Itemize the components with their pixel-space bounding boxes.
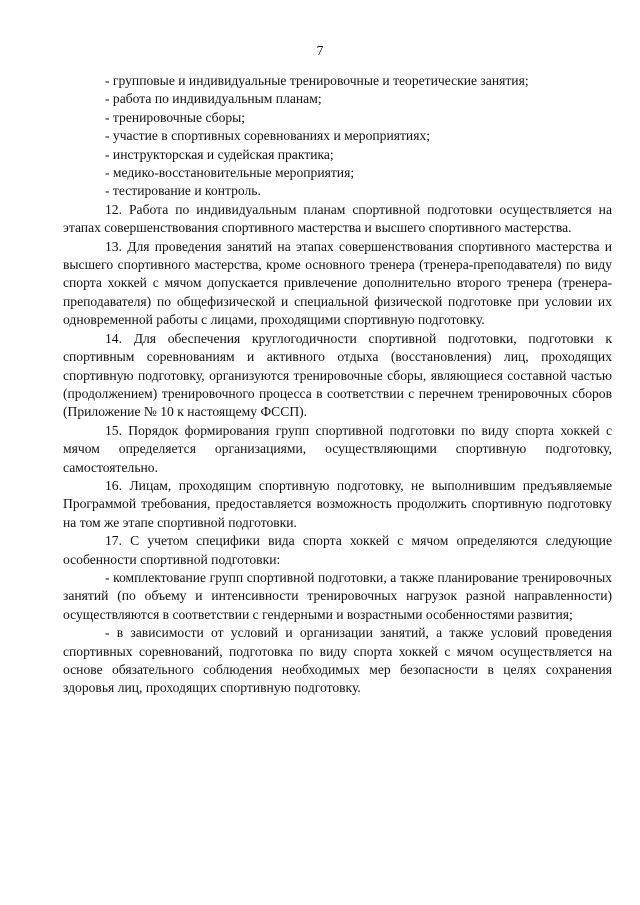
paragraph-13: 13. Для проведения занятий на этапах совершенствования спортивного мастерства и высшего спортивного мастерства, кроме основного тренера (тренера-преподавателя) по виду спорта хоккей с мячом допускается привлечение дополнительно второго тренера (тренера-преподавателя) по общефизической и специальной физической подготовке при условии их одновременной работы с лицами, проходящими спортивную подготовку.	[63, 238, 612, 328]
paragraph-16: 16. Лицам, проходящим спортивную подготовку, не выполнившим предъявляемые Программой требования, предоставляется возможность продолжить спортивную подготовку на том же этапе спортивной подготовки.	[63, 477, 612, 530]
document-body	[63, 72, 612, 698]
activity-list	[63, 72, 612, 201]
page-number: 7	[316, 43, 324, 58]
list-item: - участие в спортивных соревнованиях и мероприятиях;	[105, 128, 431, 144]
paragraph-12: 12. Работа по индивидуальным планам спортивной подготовки осуществляется на этапах совершенствования спортивного мастерства и высшего спортивного мастерства.	[63, 201, 612, 236]
paragraph-15: 15. Порядок формирования групп спортивной подготовки по виду спорта хоккей с мячом определяется организациями, осуществляющими спортивную подготовку, самостоятельно.	[63, 422, 612, 475]
list-item: - инструкторская и судейская практика;	[105, 146, 334, 162]
list-item: - медико-восстановительные мероприятия;	[105, 165, 355, 181]
paragraph-17: 17. С учетом специфики вида спорта хоккей с мячом определяются следующие особенности спортивной подготовки:	[63, 533, 612, 567]
paragraph-14: 14. Для обеспечения круглогодичности спортивной подготовки, подготовки к спортивным соревнованиям и активного отдыха (восстановления) лиц, проходящих спортивную подготовку, организуются тренировочные сборы, являющиеся составной частью (продолжением) тренировочного процесса в соответствии с перечнем тренировочных сборов (Приложение № 10 к настоящему ФССП).	[63, 330, 612, 420]
list-item: - групповые и индивидуальные тренировочные и теоретические занятия;	[105, 73, 529, 88]
paragraph-17-item-2: - в зависимости от условий и организации занятий, а также условий проведения спортивных соревнований, подготовка по виду спорта хоккей с мячом осуществляется на основе обязательного соблюдения необходимых мер безопасности в целях сохранения здоровья лиц, проходящих спортивную подготовку.	[63, 625, 612, 696]
list-item: - тестирование и контроль.	[105, 183, 261, 199]
list-item: - тренировочные сборы;	[105, 109, 246, 125]
paragraph-17-item-1: - комплектование групп спортивной подготовки, а также планирование тренировочных занятий (по объему и интенсивности тренировочных нагрузок разной направленности) осуществляются в соответствии с гендерными и возрастными особенностями развития;	[63, 569, 612, 622]
list-item: - работа по индивидуальным планам;	[105, 91, 322, 107]
